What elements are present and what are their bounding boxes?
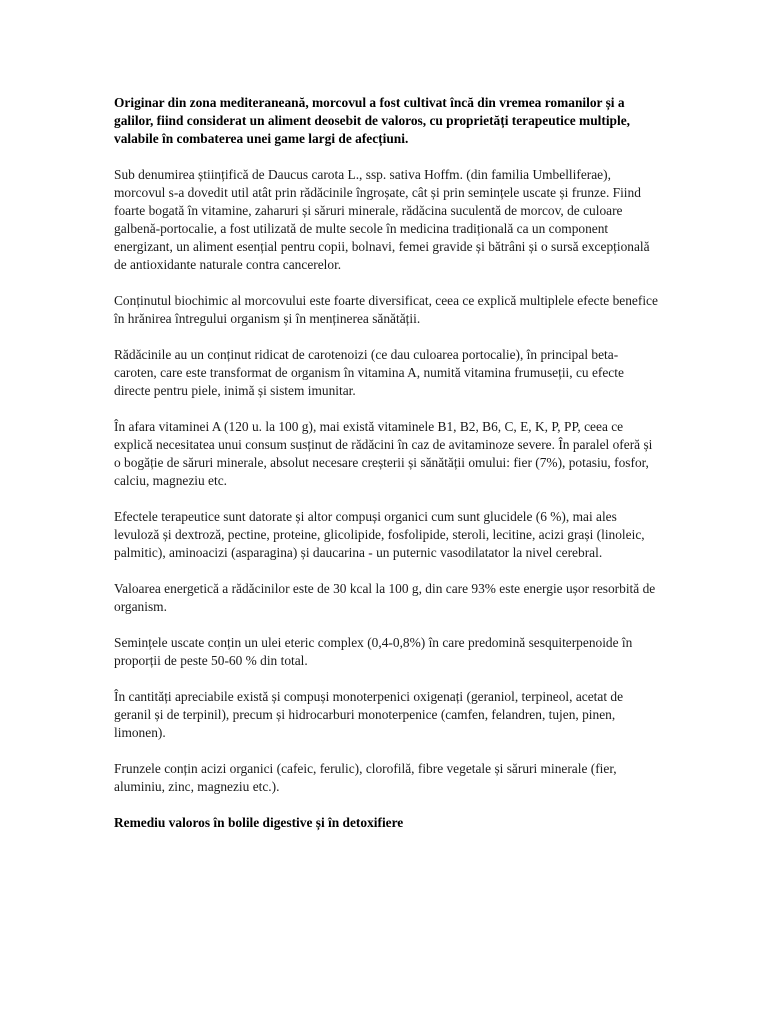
paragraph-seeds-oil: Semințele uscate conțin un ulei eteric complex (0,4-0,8%) în care predomină sesquiterpenoide în proporții de peste 50-60 % din total.	[114, 635, 633, 668]
intro-paragraph: Originar din zona mediteraneană, morcovul a fost cultivat încă din vremea romanilor și a galilor, fiind considerat un aliment deosebit de valoros, cu proprietăți terapeutice multiple, valabile în combaterea unei game largi de afecțiuni.	[114, 95, 631, 146]
paragraph-energy-value: Valoarea energetică a rădăcinilor este de 30 kcal la 100 g, din care 93% este energie ușor resorbită de organism.	[114, 581, 656, 614]
paragraph-monoterpenes: În cantități apreciabile există și compuși monoterpenici oxigenați (geraniol, terpineol, acetat de geranil și de terpinil), precum și hidrocarburi monoterpenice (camfen, felandren, tujen, pinen, limonen).	[114, 689, 624, 740]
paragraph-biochemical-content: Conținutul biochimic al morcovului este foarte diversificat, ceea ce explică multiplele efecte benefice în hrănirea întregului organism și în menținerea sănătății.	[114, 293, 658, 326]
document-page	[114, 94, 659, 850]
paragraph-botanical-name: Sub denumirea științifică de Daucus carota L., ssp. sativa Hoffm. (din familia Umbelliferae), morcovul s-a dovedit util atât prin rădăcinile îngroșate, cât și prin semințele uscate și frunze. Fiind foarte bogată în vitamine, zaharuri și săruri minerale, rădăcina suculentă de morcov, de culoare galbenă-portocalie, a fost utilizată de multe secole în medicina tradițională ca un component energizant, un aliment esențial pentru copii, bolnavi, femei gravide și bătrâni și o sursă excepțională de antioxidante naturale contra cancerelor.	[114, 167, 650, 272]
paragraph-vitamins-minerals: În afara vitaminei A (120 u. la 100 g), mai există vitaminele B1, B2, B6, C, E, K, P, PP, ceea ce explică necesitatea unui consum susținut de rădăcini în caz de avitaminoze severe. În paralel oferă și o bogăție de săruri minerale, absolut necesare creșterii și sănătății omului: fier (7%), potasiu, fosfor, calciu, magneziu etc.	[114, 419, 653, 488]
paragraph-leaves: Frunzele conțin acizi organici (cafeic, ferulic), clorofilă, fibre vegetale și săruri minerale (fier, aluminiu, zinc, magneziu etc.).	[114, 761, 617, 794]
paragraph-carotenoids: Rădăcinile au un conținut ridicat de carotenoizi (ce dau culoarea portocalie), în principal beta-caroten, care este transformat de organism în vitamina A, numită vitamina frumuseții, cu efecte directe pentru piele, inimă și sistem imunitar.	[114, 347, 624, 398]
section-heading-digestive-remedy: Remediu valoros în bolile digestive și în detoxifiere	[114, 815, 404, 830]
paragraph-therapeutic-effects: Efectele terapeutice sunt datorate și altor compuși organici cum sunt glucidele (6 %), mai ales levuloză și dextroză, pectine, proteine, glicolipide, fosfolipide, steroli, lecitine, acizi grași (linoleic, palmitic), aminoacizi (asparagina) și daucarina - un puternic vasodilatator la nivel cerebral.	[114, 509, 645, 560]
